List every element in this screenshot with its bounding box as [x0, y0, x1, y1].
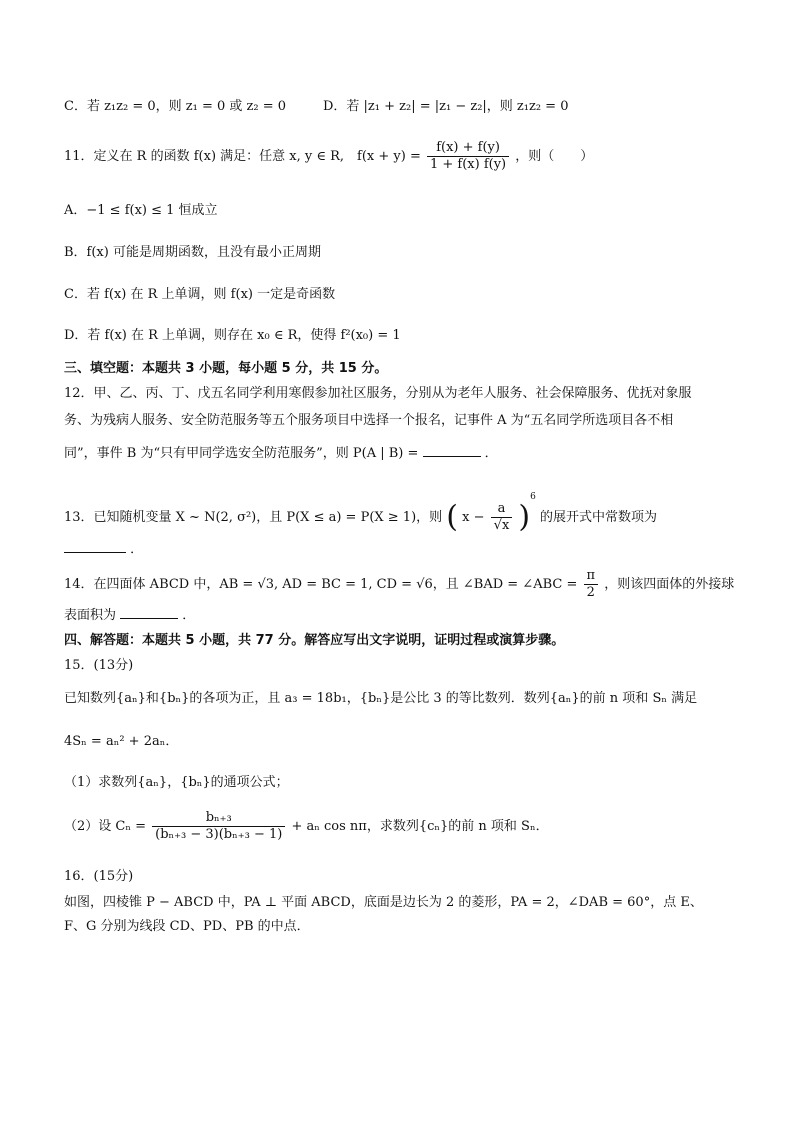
q14-stem-text: 14．在四面体 ABCD 中，AB = √3, AD = BC = 1, CD = √6，且 ∠BAD = ∠ABC = — [64, 577, 578, 592]
q13-open-paren: ( — [446, 499, 459, 535]
q15-fraction — [152, 810, 285, 843]
q13-stem-tail: 的展开式中常数项为 — [540, 510, 658, 525]
q14-fraction — [584, 568, 599, 601]
q14-stem-tail: ，则该四面体的外接球 — [604, 577, 735, 592]
section-4-heading: 四、解答题：本题共 5 小题，共 77 分。解答应写出文字说明，证明过程或演算步骤。 — [64, 633, 565, 648]
q12-answer-blank — [423, 444, 481, 457]
q16-line-1: 如图，四棱锥 P − ABCD 中，PA ⊥ 平面 ABCD，底面是边长为 2 的菱形，PA = 2，∠DAB = 60°，点 E、 — [64, 895, 703, 910]
q15-fraction-numerator: bₙ₊₃ — [152, 810, 285, 827]
section-3-heading: 三、填空题：本题共 3 小题，每小题 5 分，共 15 分。 — [64, 361, 388, 376]
q14-line-2 — [64, 606, 195, 625]
q15-line-2: 4Sₙ = aₙ² + 2aₙ． — [64, 734, 179, 749]
q11-stem — [64, 140, 593, 173]
q16-line-2: F、G 分别为线段 CD、PD、PB 的中点． — [64, 919, 310, 934]
q15-part-2-text: （2）设 Cₙ = — [64, 819, 146, 834]
q14-answer-blank — [120, 606, 178, 619]
q15-part-2-tail: + aₙ cos nπ，求数列{cₙ}的前 n 项和 Sₙ． — [291, 819, 549, 834]
q14-line-2-end: ． — [182, 608, 196, 623]
q13-fraction-denominator: √x — [493, 518, 510, 533]
q11-option-c: C．若 f(x) 在 R 上单调，则 f(x) 一定是奇函数 — [64, 287, 336, 302]
q11-stem-tail: ，则（ ） — [515, 149, 594, 164]
q11-fraction-denominator: 1 + f(x) f(y) — [429, 157, 507, 172]
q13-stem — [64, 488, 657, 534]
q12-line-3-end: ． — [484, 446, 498, 461]
q11-fraction-numerator: f(x) + f(y) — [427, 140, 509, 157]
q10-option-c: C．若 z₁z₂ = 0，则 z₁ = 0 或 z₂ = 0 — [64, 99, 287, 114]
q16-heading: 16．(15分) — [64, 869, 134, 884]
q14-fraction-numerator: π — [584, 568, 599, 585]
q11-option-d: D．若 f(x) 在 R 上单调，则存在 x₀ ∈ R，使得 f²(x₀) = 1 — [64, 328, 401, 343]
q13-stem-text: 13．已知随机变量 X ~ N(2, σ²)，且 P(X ≤ a) = P(X ≥ 1)，则 — [64, 510, 443, 525]
q13-exponent: 6 — [530, 492, 536, 502]
q14-stem — [64, 568, 734, 601]
q13-line-2-end: ． — [130, 542, 144, 557]
q15-part-2 — [64, 810, 549, 843]
q11-option-b: B．f(x) 可能是周期函数，且没有最小正周期 — [64, 245, 321, 260]
q12-line-2: 务、为残病人服务、安全防范服务等五个服务项目中选择一个报名，记事件 A 为“五名同学所选项目各不相 — [64, 413, 674, 428]
q15-heading: 15．(13分) — [64, 658, 134, 673]
q14-line-2-text: 表面积为 — [64, 608, 117, 623]
q13-line-2 — [64, 540, 143, 559]
q10-option-d: D．若 |z₁ + z₂| = |z₁ − z₂|，则 z₁z₂ = 0 — [323, 99, 569, 114]
q12-line-3 — [64, 444, 498, 463]
q15-line-1: 已知数列{aₙ}和{bₙ}的各项为正，且 a₃ = 18b₁，{bₙ}是公比 3 的等比数列．数列{aₙ}的前 n 项和 Sₙ 满足 — [64, 691, 698, 706]
q13-answer-blank — [64, 540, 126, 553]
q13-fraction — [491, 501, 513, 534]
q15-fraction-denominator: (bₙ₊₃ − 3)(bₙ₊₃ − 1) — [155, 827, 283, 842]
q11-fraction — [427, 140, 509, 173]
q14-fraction-denominator: 2 — [586, 585, 595, 600]
q13-close-paren: ) — [518, 499, 531, 535]
q13-x-minus: x − — [462, 510, 485, 525]
q11-stem-text: 11．定义在 R 的函数 f(x) 满足：任意 x, y ∈ R, f(x + y) = — [64, 149, 421, 164]
q11-option-a: A．−1 ≤ f(x) ≤ 1 恒成立 — [64, 203, 218, 218]
q12-line-3-text: 同”，事件 B 为“只有甲同学选安全防范服务”，则 P(A | B) = — [64, 446, 419, 461]
q12-line-1: 12．甲、乙、丙、丁、戊五名同学利用寒假参加社区服务，分别从为老年人服务、社会保障服务、优抚对象服 — [64, 386, 692, 401]
q13-fraction-numerator: a — [491, 501, 513, 518]
q15-part-1: （1）求数列{aₙ}，{bₙ}的通项公式； — [64, 775, 289, 790]
